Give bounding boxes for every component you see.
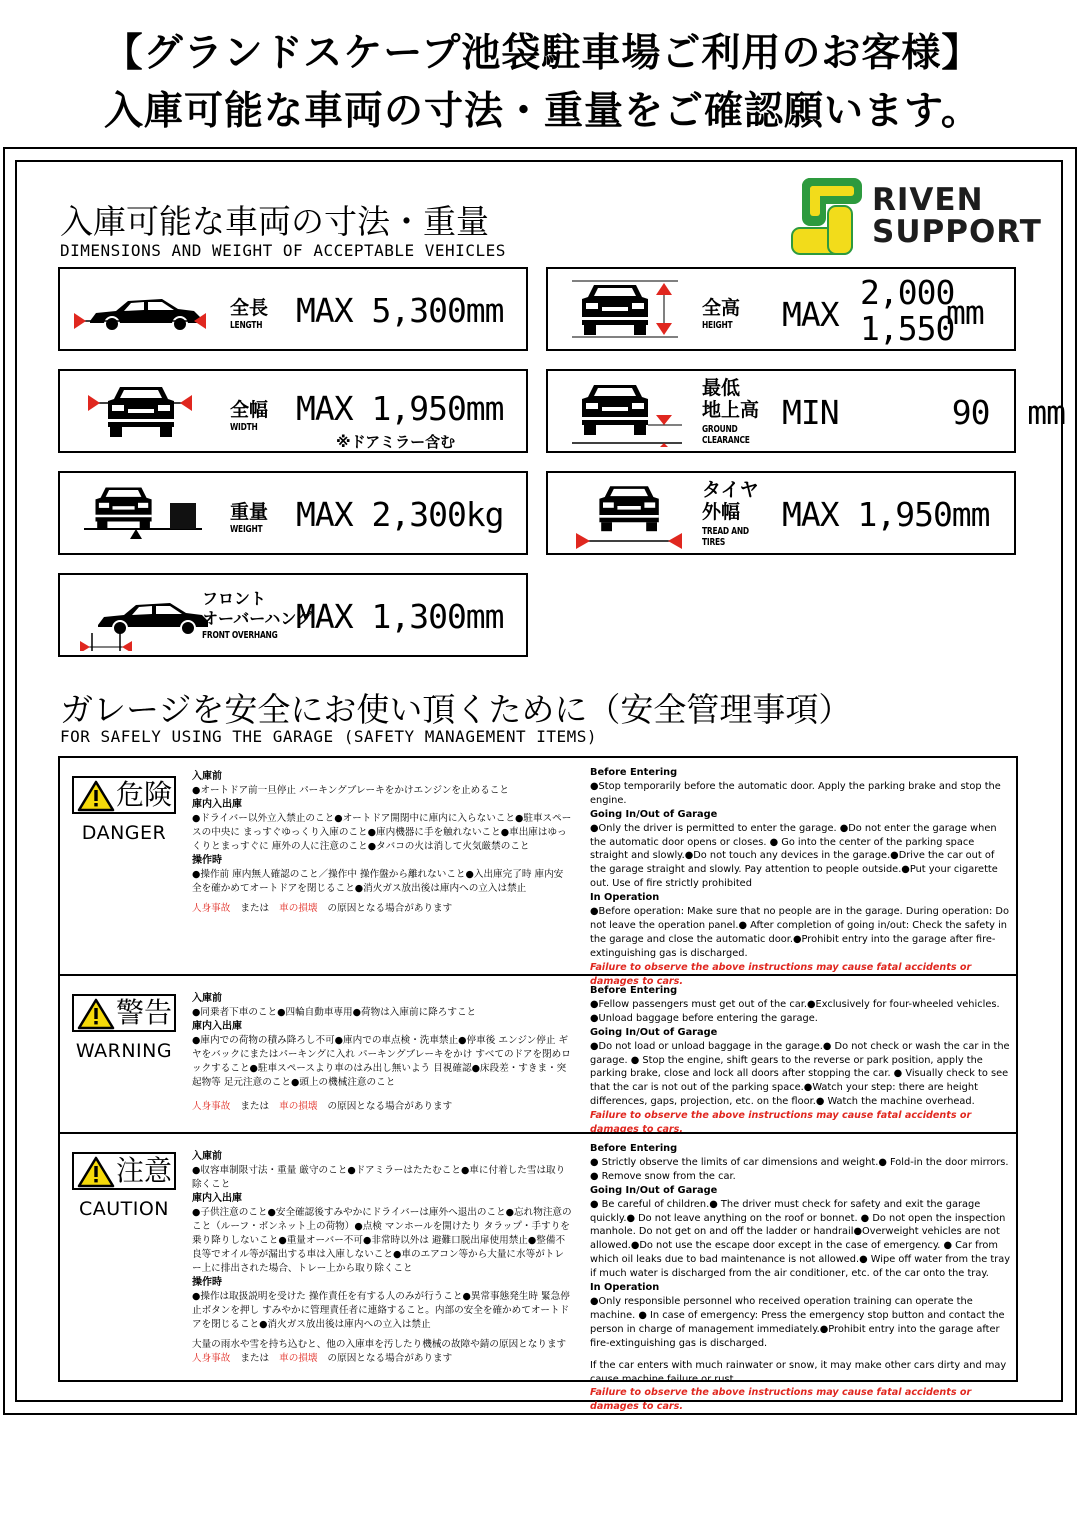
weight-label-en: WEIGHT — [230, 524, 263, 535]
caution-jp-text: 入庫前 ●収容車制限寸法・重量 厳守のこと●ドアミラーはたたむこと●車に付着した雪は取り除くこと 庫内入出庫 ●子供注意のこと●安全確認後すみやかにドライバーは庫外へ退出のこと●忘れ物注意のこと（ルーフ・ボンネット上の荷物）●点検 マンホールを開けたり タラップ・手すりを乗り降りしないこと●重量オーバー不可●非常時以外は 避難口脱出扉使用禁止●整備不良等でオイル等が漏出する車は入庫しないこと●車のエアコン等から大量に水等がトレー上に排出された場合、トレー上から取り除くこと 操作時 ●操作は取扱説明を受けた 操作責任を有する人のみが行うこと●異常事態発生時 緊急停止ボタンを押し すみやかに管理責任者に連絡すること。内部の安全を確かめてオートドアを閉じること●消火ガス放出後は庫内への立入は禁止 大量の雨水や雪を持ち込むと、他の入庫車を汚したり機械の故障や錆の原因となります 人身事故 または 車の損壊 の原因となる場合があります — [192, 1151, 572, 1364]
weight-value: MAX 2,300kg — [296, 495, 504, 534]
ground-clearance-value: MIN 90 mm — [782, 393, 1066, 432]
height-label: 全高 — [702, 297, 741, 319]
length-label-en: LENGTH — [230, 320, 263, 331]
weight-label: 重量 — [230, 501, 269, 523]
danger-label-jp: 危険 — [116, 778, 173, 811]
car-height-icon — [558, 275, 698, 345]
caution-en-text: Before Entering ● Strictly observe the limits of car dimensions and weight.● Fold-in the door mirrors. ● Remove snow from the car. Going In/Out of Garage ● Be careful of children.● The driver must check for safety and exit the garage quickly.● Do not leave anything on the roof or bonnet. ● Do not open the inspection manhole. Do not get on and off the ladder or handrail●Overweight vehicles are not allowed.●Do not use the escape door except in the case of emergency. ● Car from which oil leaks due to bad maintenance is not allowed.● Wipe off water from the tray if much water is discharged from the air conditioner, etc. of the car onto the tray. In Operation ●Only responsible personnel who received operation training can operate the machine. ● In case of emergency: Press the emergency stop button and contact the person in charge of management immediately.●Prohibit entry into the garage after fire-extinguishing gas is discharged. If the car enters with much rainwater or snow, it may make other cars dirty and may cause machine failure or rust. Failure to observe the above instructions may cause fatal accidents or damages to cars. — [590, 1143, 1011, 1413]
warning-badge — [72, 994, 176, 1032]
safety-subtitle: FOR SAFELY USING THE GARAGE (SAFETY MANAGEMENT ITEMS) — [60, 727, 598, 746]
width-box — [58, 369, 528, 453]
width-label-en: WIDTH — [230, 422, 258, 433]
tread-value: MAX 1,950mm — [782, 495, 990, 534]
height-box — [546, 267, 1016, 351]
tread-box — [546, 471, 1016, 555]
car-front-overhang-icon — [70, 581, 210, 651]
header-line-1: 【グランドスケープ池袋駐車場ご利用のお客様】 — [103, 31, 982, 76]
height-value-unit: mm — [946, 293, 984, 332]
car-tread-icon — [558, 479, 698, 549]
dimensions-subtitle: DIMENSIONS AND WEIGHT OF ACCEPTABLE VEHICLES — [60, 241, 506, 260]
height-value-bottom: 1,550 — [860, 309, 955, 348]
warning-triangle-icon — [77, 780, 115, 812]
tread-label-en-1: TREAD AND — [702, 526, 749, 537]
height-value-top: 2,000 — [860, 273, 955, 312]
header-line-2: 入庫可能な車両の寸法・重量をご確認願います。 — [104, 89, 981, 134]
danger-jp-text: 入庫前 ●オートドア前一旦停止 パーキングブレーキをかけエンジンを止めること 庫内入出庫 ●ドライバー以外立入禁止のこと●オートドア開閉中に庫内に入らないこと●駐車スペースの中央に まっすぐゆっくり入庫のこと●庫内機器に手を触れないこと●車出庫はゆっくりとまっすぐに 庫外の人に注意のこと●タバコの火は消して火気厳禁のこと 操作時 ●操作前 庫内無人確認のこと／操作中 操作盤から離れないこと●入出庫完了時 庫内安全を確かめてオートドアを閉じること●消火ガス放出後は庫内への立入は禁止 人身事故 または 車の損壊 の原因となる場合があります — [192, 771, 572, 914]
danger-en-text: Before Entering ●Stop temporarily before the automatic door. Apply the parking brake and stop the engine. Going In/Out of Garage ●Only the driver is permitted to enter the garage. ●Do not enter the garage when the automatic door opens or closes. ● Go into the center of the parking space straight and slowly.●Do not touch any devices in the garage.●Drive the car out of the garage straight and slowly. Pay attention to people outside.●Put your cigarette out. Use of fire strictly prohibited In Operation ●Before operation: Make sure that no people are in the garage. During operation: Do not leave the operation panel.● After completion of going in/out: Check the safety in the garage and close the automatic door.●Prohibit entry into the garage after fire-extinguishing gas is discharged. Failure to observe the above instructions may cause fatal accidents or damages to cars. — [590, 767, 1009, 987]
width-value: MAX 1,950mm — [296, 389, 504, 428]
safety-table — [58, 756, 1018, 1413]
car-ground-clearance-icon — [558, 377, 698, 447]
front-overhang-label-en: FRONT OVERHANG — [202, 630, 278, 641]
ground-clearance-label-en-2: CLEARANCE — [702, 435, 750, 446]
front-overhang-label-1: フロント — [202, 589, 267, 608]
height-label-en: HEIGHT — [702, 320, 733, 331]
width-note: ※ドアミラー含む — [336, 433, 456, 451]
logo-line-1: RIVEN — [872, 182, 984, 218]
height-value-prefix: MAX — [782, 295, 839, 334]
warning-jp-text: 入庫前 ●同乗者下車のこと●四輪自動車専用●荷物は入庫前に降ろすこと 庫内入出庫 ●庫内での荷物の積み降ろし不可●庫内での車点検・洗車禁止●停車後 エンジン停止 ギヤをバックにまたはパーキングに入れ パーキングブレーキをかけ すべてのドアを閉めロックすること●駐車スペースより車のはみ出し無いよう 目視確認●床段差・すきま・突起物等 足元注意のこと●頭上の機械注意のこと 人身事故 または 車の損壊 の原因となる場合があります — [192, 993, 571, 1112]
tread-label-2: 外幅 — [702, 501, 741, 523]
warning-label-jp: 警告 — [116, 996, 173, 1029]
caution-row — [60, 1132, 1016, 1413]
weight-box — [58, 471, 528, 555]
logo-line-2: SUPPORT — [872, 214, 1042, 250]
front-overhang-label-2: オーバーハング — [202, 609, 313, 628]
caution-label-jp: 注意 — [116, 1154, 173, 1187]
warning-en-text: Before Entering ●Fellow passengers must get out of the car.●Exclusively for four-wheeled vehicles. ●Unload baggage before entering the garage. Going In/Out of Garage ●Do not load or unload baggage in the garage.● Do not check or wash the car in the garage. ● Stop the engine, shift gears to the reverse or park position, apply the parking brake, close and lock all doors after stopping the car. ● Visually check to see that the car is not out of the parking space.●Watch your step: there are height differences, gaps, projection, etc. on the floor.● Watch the machine overhead. Failure to observe the above instructions may cause fatal accidents or damages to cars. — [590, 985, 1010, 1136]
car-length-icon — [70, 275, 210, 345]
logo-mark-icon — [788, 176, 868, 258]
caution-label-en: CAUTION — [78, 1198, 170, 1220]
danger-badge — [72, 776, 176, 814]
car-weight-icon — [70, 479, 210, 549]
ground-clearance-label-2: 地上高 — [702, 399, 760, 421]
danger-label-en: DANGER — [81, 822, 167, 844]
ground-clearance-box — [546, 369, 1066, 453]
warning-row — [60, 974, 1016, 1134]
warning-triangle-icon — [77, 998, 115, 1030]
length-box — [58, 267, 528, 351]
riven-support-logo — [788, 176, 1042, 258]
warning-label-en: WARNING — [75, 1040, 173, 1062]
length-label: 全長 — [230, 297, 269, 319]
width-label: 全幅 — [230, 399, 269, 421]
front-overhang-box — [58, 573, 528, 657]
ground-clearance-label-1: 最低 — [702, 377, 741, 399]
tread-label-en-2: TIRES — [702, 537, 726, 548]
tread-label-1: タイヤ — [702, 479, 759, 501]
car-width-icon — [70, 377, 210, 447]
danger-row — [60, 758, 1016, 987]
safety-title: ガレージを安全にお使い頂くために（安全管理事項） — [60, 690, 852, 729]
front-overhang-value: MAX 1,300mm — [296, 597, 504, 636]
length-value: MAX 5,300mm — [296, 291, 504, 330]
ground-clearance-label-en-1: GROUND — [702, 424, 738, 435]
dimensions-title: 入庫可能な車両の寸法・重量 — [60, 202, 489, 241]
caution-badge — [72, 1152, 176, 1190]
warning-triangle-icon — [77, 1156, 115, 1188]
